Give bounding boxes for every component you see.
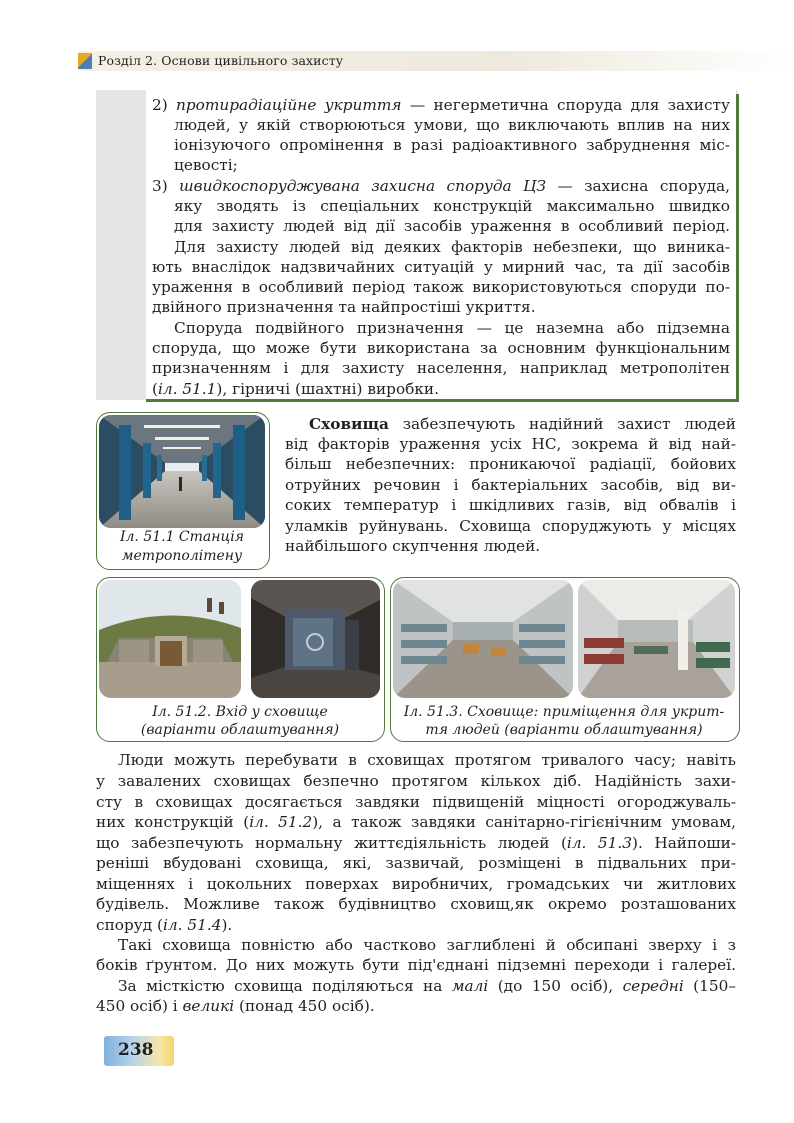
box-lines-line	[174, 135, 730, 155]
section-marker-icon	[78, 53, 92, 69]
text-run: від факторів ураження усіх НС, зокрема й від най-	[285, 435, 736, 453]
definition-box-border-bottom	[146, 399, 739, 402]
body-lines-line	[118, 750, 736, 770]
text-run: реніші вбудовані сховища, які, зазвичай, розміщені в підвальних при-	[96, 854, 736, 872]
text-run: іл. 51.3	[566, 834, 632, 852]
text-run: (понад 450 осіб).	[234, 997, 375, 1015]
side-lines-line	[285, 495, 736, 515]
text-run: ураження в особливий період також використовуються споруди по-	[152, 278, 730, 296]
body-lines-line	[96, 853, 736, 873]
body-lines-line	[118, 935, 736, 955]
text-run: у завалених сховищах безпечно протягом кількох діб. Надійність захи-	[96, 772, 736, 790]
figure-51-3-caption-line-1: Іл. 51.3. Сховище: приміщення для укрит-	[403, 704, 725, 720]
shelter-room-photo-2	[578, 580, 735, 698]
text-run: для захисту людей від дії засобів ураження в особливий період.	[174, 217, 730, 235]
text-run: 450 осіб) і	[96, 997, 183, 1015]
body-lines-line	[96, 812, 736, 832]
body-lines-line	[118, 976, 736, 996]
text-run: отруйних речовин і бактеріальних засобів, від ви-	[285, 476, 736, 494]
section-header	[78, 51, 794, 71]
text-run: Такі сховища повністю або частково заглиблені й обсипані зверху і з	[118, 936, 736, 954]
shelter-entrance-photo-1	[99, 580, 241, 698]
text-run: 2)	[152, 96, 177, 114]
text-run: більш небезпечних: проникаючої радіації, бойових	[285, 455, 736, 473]
figure-51-2-caption-line-1: Іл. 51.2. Вхід у сховище	[152, 704, 328, 720]
text-run: — негерметична споруда для захисту	[401, 96, 730, 114]
text-run: іл. 51.2	[249, 813, 313, 831]
box-lines-line	[152, 95, 730, 115]
text-run: іонізуючого опромінення в разі радіоактивного забруднення міс-	[174, 136, 730, 154]
body-lines-line	[96, 874, 736, 894]
body-lines-line	[96, 792, 736, 812]
text-run: призначенням і для захисту населення, наприклад метрополітен	[152, 359, 730, 377]
text-run: забезпечують надійний захист людей	[388, 415, 736, 433]
box-lines-line	[174, 196, 730, 216]
text-run: 3)	[152, 177, 180, 195]
text-run: середні	[622, 977, 684, 995]
text-run: За місткістю сховища поділяються на	[118, 977, 452, 995]
box-lines-line	[152, 176, 730, 196]
page-number: 238	[118, 1040, 154, 1060]
text-run: Для захисту людей від деяких факторів небезпеки, що виника-	[174, 238, 730, 256]
side-lines-line	[285, 536, 540, 556]
text-run: людей, у якій створюються умови, що виключають вплив на них	[174, 116, 730, 134]
text-run: (до 150 осіб),	[488, 977, 623, 995]
text-run: них конструкцій (	[96, 813, 250, 831]
box-lines-line	[174, 237, 730, 257]
body-lines-line	[96, 833, 736, 853]
body-lines-line	[96, 771, 736, 791]
text-run: ), а також завдяки санітарно-гігієнічним умовам,	[312, 813, 736, 831]
text-run: будівель. Можливе також будівництво сховищ,як окремо розташованих	[96, 895, 736, 913]
text-run: — захисна споруда,	[546, 177, 731, 195]
text-run: міщеннях і цокольних поверхах виробничих, громадських чи житлових	[96, 875, 736, 893]
box-lines-line	[152, 297, 536, 317]
text-run: ).	[221, 916, 233, 934]
side-lines-line	[285, 434, 736, 454]
text-run: споруд (	[96, 916, 164, 934]
body-lines-line	[96, 915, 232, 935]
box-lines-line	[174, 318, 730, 338]
text-run: Споруда подвійного призначення — це наземна або підземна	[174, 319, 730, 337]
body-lines-line	[96, 894, 736, 914]
box-lines-line	[152, 338, 730, 358]
text-run: цевості;	[174, 156, 238, 174]
text-run: що забезпечують нормальну життєдіяльність людей (	[96, 834, 567, 852]
box-lines-line	[174, 216, 730, 236]
side-lines-line	[309, 414, 736, 434]
text-run: соких температур і шкідливих газів, від обвалів і	[285, 496, 736, 514]
metro-station-photo	[99, 415, 265, 528]
shelter-entrance-photo-2	[251, 580, 380, 698]
side-lines-line	[285, 454, 736, 474]
text-run: Сховища	[309, 415, 389, 433]
text-run: (	[152, 380, 158, 398]
figure-51-1-caption-line-1: Іл. 51.1 Станція	[119, 529, 245, 545]
text-run: сту в сховищах досягається завдяки підвищеній міцності огороджуваль-	[96, 793, 736, 811]
shelter-room-photo-1	[393, 580, 573, 698]
box-lines-line	[174, 115, 730, 135]
body-lines-line	[96, 996, 375, 1016]
section-title: Розділ 2. Основи цивільного захисту	[98, 53, 344, 68]
box-lines-line	[152, 277, 730, 297]
box-lines-line	[152, 379, 439, 399]
text-run: протирадіаційне укриття	[176, 96, 402, 114]
text-run: (150–	[683, 977, 737, 995]
box-lines-line	[152, 257, 730, 277]
box-lines-line	[152, 358, 730, 378]
text-run: ). Найпоши-	[632, 834, 736, 852]
definition-box-border-right	[736, 94, 739, 402]
body-lines-line	[96, 955, 736, 975]
box-lines-line	[174, 155, 238, 175]
side-lines-line	[285, 516, 736, 536]
text-run: швидкоспоруджувана захисна споруда ЦЗ	[179, 177, 546, 195]
figure-51-1-caption-line-2: метрополітену	[121, 548, 243, 564]
text-run: іл. 51.4	[163, 916, 222, 934]
text-run: ), гірничі (шахтні) виробки.	[216, 380, 439, 398]
text-run: Люди можуть перебувати в сховищах протягом тривалого часу; навіть	[118, 751, 736, 769]
text-run: споруда, що може бути використана за основним функціональним	[152, 339, 730, 357]
text-run: великі	[182, 997, 235, 1015]
figure-51-2-caption-line-2: (варіанти облаштування)	[140, 722, 340, 738]
text-run: уламків руйнувань. Сховища споруджують у місцях	[285, 517, 736, 535]
figure-51-3-caption-line-2: тя людей (варіанти облаштування)	[425, 722, 703, 738]
text-run: ють внаслідок надзвичайних ситуацій у мирний час, та дії засобів	[152, 258, 730, 276]
text-run: малі	[451, 977, 489, 995]
text-run: яку зводять із спеціальних конструкцій максимально швидко	[174, 197, 730, 215]
text-run: іл. 51.1	[157, 380, 217, 398]
side-lines-line	[285, 475, 736, 495]
text-run: двійного призначення та найпростіші укриття.	[152, 298, 536, 316]
text-run: боків ґрунтом. До них можуть бути під'єднані підземні переходи і галереї.	[96, 956, 736, 974]
text-run: найбільшого скупчення людей.	[285, 537, 541, 555]
